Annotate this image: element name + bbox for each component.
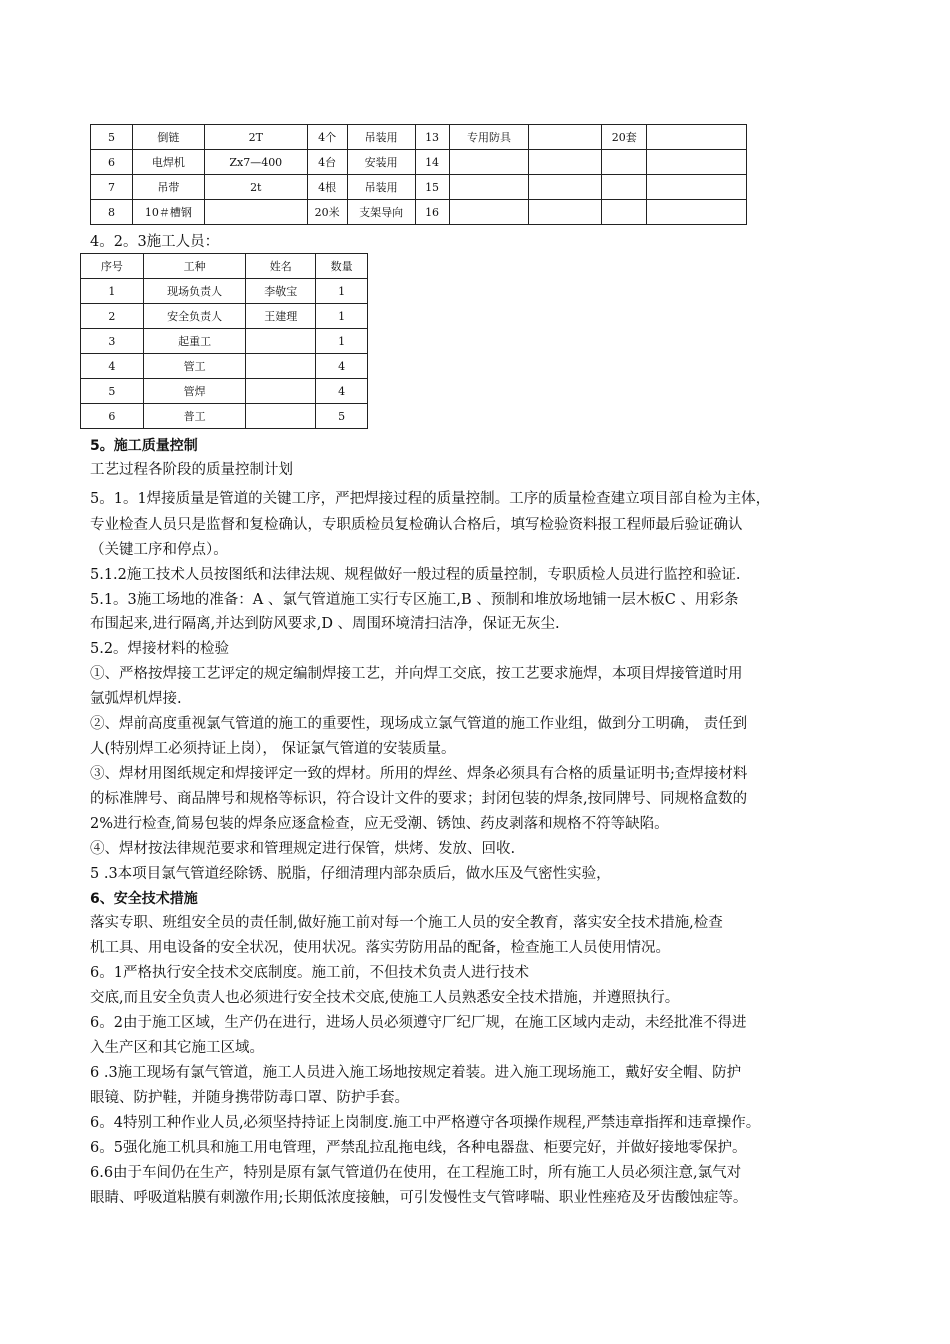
table-cell: 4: [316, 354, 368, 379]
table-cell: [602, 200, 647, 225]
table-cell: [204, 200, 307, 225]
table-row: [81, 379, 368, 404]
text-line: 6。5强化施工机具和施工用电管理，严禁乱拉乱拖电线，各种电器盘、柜要完好，并做好接地零保护。: [90, 1140, 747, 1156]
table-cell: 吊装用: [347, 125, 415, 150]
table-row: [81, 279, 368, 304]
table-cell: 专用防具: [449, 125, 529, 150]
table-cell: [647, 200, 747, 225]
table-cell: 1: [81, 279, 144, 304]
table-cell: [529, 200, 602, 225]
table-cell: [529, 175, 602, 200]
text-line: 氩弧焊机焊接.: [90, 691, 182, 707]
table-cell: 5: [316, 404, 368, 429]
text-line: 专业检查人员只是监督和复检确认，专职质检员复检确认合格后，填写检验资料报工程师最后验证确认: [90, 517, 743, 533]
table-cell: 现场负责人: [143, 279, 246, 304]
column-header: 姓名: [246, 254, 316, 279]
table-cell: 支架导向: [347, 200, 415, 225]
table-cell: 4台: [307, 150, 347, 175]
table-cell: 8: [91, 200, 133, 225]
table-cell: 7: [91, 175, 133, 200]
table-cell: 5: [81, 379, 144, 404]
table-cell: 安全负责人: [143, 304, 246, 329]
text-line: 5.2。焊接材料的检验: [90, 641, 230, 657]
table-cell: 1: [316, 329, 368, 354]
table-cell: [449, 175, 529, 200]
column-header: 数量: [316, 254, 368, 279]
table-cell: 14: [415, 150, 449, 175]
text-line: 5。1。1焊接质量是管道的关键工序，严把焊接过程的质量控制。工序的质量检查建立项目部自检为主体，: [90, 491, 771, 507]
table-cell: 5: [91, 125, 133, 150]
table-cell: [602, 150, 647, 175]
table-cell: 6: [81, 404, 144, 429]
text-line: ④、焊材按法律规范要求和管理规定进行保管，烘烤、发放、回收.: [90, 841, 516, 857]
text-line: 工艺过程各阶段的质量控制计划: [90, 462, 293, 478]
text-line: 机工具、用电设备的安全状况，使用状况。落实劳防用品的配备，检查施工人员使用情况。: [90, 940, 670, 956]
table-cell: 1: [316, 304, 368, 329]
text-line: 落实专职、班组安全员的责任制,做好施工前对每一个施工人员的安全教育，落实安全技术措施,检查: [90, 915, 723, 931]
table-cell: 4个: [307, 125, 347, 150]
text-line: 入生产区和其它施工区域。: [90, 1040, 264, 1056]
table-cell: [647, 175, 747, 200]
text-line: 交底,而且安全负责人也必须进行安全技术交底,使施工人员熟悉安全技术措施，并遵照执行。: [90, 990, 680, 1006]
staff-heading: 4。2。3施工人员：: [90, 234, 220, 250]
text-line: ②、焊前高度重视氯气管道的施工的重要性，现场成立氯气管道的施工作业组，做到分工明确， 责任到: [90, 716, 748, 732]
table-cell: 吊带: [132, 175, 204, 200]
table-cell: 2t: [204, 175, 307, 200]
table-row: [91, 175, 747, 200]
section-heading: 5。施工质量控制: [90, 438, 198, 454]
text-line: 6。2由于施工区域，生产仍在进行，进场人员必须遵守厂纪厂规，在施工区域内走动，未经批准不得进: [90, 1015, 747, 1031]
text-line: ③、焊材用图纸规定和焊接评定一致的焊材。所用的焊丝、焊条必须具有合格的质量证明书;查焊接材料: [90, 766, 748, 782]
text-line: 5.1。3施工场地的准备：A 、氯气管道施工实行专区施工,B 、预制和堆放场地铺一层木板C 、用彩条: [90, 592, 739, 608]
column-header: 序号: [81, 254, 144, 279]
table-cell: [529, 150, 602, 175]
table-cell: 16: [415, 200, 449, 225]
table-cell: [449, 200, 529, 225]
table-cell: 起重工: [143, 329, 246, 354]
table-row: [81, 304, 368, 329]
table-cell: 20套: [602, 125, 647, 150]
text-line: 6。4特别工种作业人员,必须坚持持证上岗制度.施工中严格遵守各项操作规程,严禁违章指挥和违章操作。: [90, 1115, 761, 1131]
table-row: [91, 200, 747, 225]
table-cell: 1: [316, 279, 368, 304]
text-line: 的标准牌号、商品牌号和规格等标识，符合设计文件的要求；封闭包装的焊条,按同牌号、同规格盒数的: [90, 791, 748, 807]
table-cell: 6: [91, 150, 133, 175]
table-cell: 管工: [143, 354, 246, 379]
column-header: 工种: [143, 254, 246, 279]
text-line: 2%进行检查,简易包装的焊条应逐盒检查，应无受潮、锈蚀、药皮剥落和规格不符等缺陷。: [90, 816, 669, 832]
text-line: 布围起来,进行隔离,并达到防风要求,D 、周围环境清扫洁净，保证无灰尘.: [90, 616, 560, 632]
table-cell: [449, 150, 529, 175]
table-cell: 15: [415, 175, 449, 200]
table-cell: 王建理: [246, 304, 316, 329]
table-row: [81, 329, 368, 354]
table-cell: [246, 329, 316, 354]
table-cell: [647, 150, 747, 175]
table-cell: 电焊机: [132, 150, 204, 175]
equipment-table: [90, 124, 747, 225]
table-cell: [246, 404, 316, 429]
text-line: ①、严格按焊接工艺评定的规定编制焊接工艺，并向焊工交底，按工艺要求施焊，本项目焊接管道时用: [90, 666, 743, 682]
table-row: [91, 125, 747, 150]
text-line: 5.1.2施工技术人员按图纸和法律法规、规程做好一般过程的质量控制，专职质检人员进行监控和验证.: [90, 567, 741, 583]
text-line: 6.6由于车间仍在生产，特别是原有氯气管道仍在使用，在工程施工时，所有施工人员必须注意,氯气对: [90, 1165, 742, 1181]
text-line: 眼镜、防护鞋，并随身携带防毒口罩、防护手套。: [90, 1090, 409, 1106]
table-cell: 普工: [143, 404, 246, 429]
table-cell: 13: [415, 125, 449, 150]
staff-table: [80, 253, 368, 429]
table-cell: 管焊: [143, 379, 246, 404]
table-cell: [602, 175, 647, 200]
table-cell: 2T: [204, 125, 307, 150]
table-row: [81, 404, 368, 429]
table-cell: 20米: [307, 200, 347, 225]
text-line: 6 .3施工现场有氯气管道，施工人员进入施工场地按规定着装。进入施工现场施工，戴好安全帽、防护: [90, 1065, 742, 1081]
table-cell: 10＃槽钢: [132, 200, 204, 225]
table-cell: 4: [316, 379, 368, 404]
table-cell: [246, 379, 316, 404]
text-line: 眼睛、呼吸道粘膜有刺激作用;长期低浓度接触，可引发慢性支气管哮喘、职业性痤疮及牙齿酸蚀症等。: [90, 1190, 748, 1206]
table-cell: 李敬宝: [246, 279, 316, 304]
table-row: [81, 354, 368, 379]
table-cell: 3: [81, 329, 144, 354]
table-cell: 4: [81, 354, 144, 379]
table-row: [91, 150, 747, 175]
table-cell: [647, 125, 747, 150]
table-cell: 倒链: [132, 125, 204, 150]
table-cell: 2: [81, 304, 144, 329]
text-line: 人(特别焊工必须持证上岗）， 保证氯气管道的安装质量。: [90, 741, 456, 757]
table-header-row: [81, 254, 368, 279]
table-cell: [246, 354, 316, 379]
table-cell: Zx7—400: [204, 150, 307, 175]
table-cell: [529, 125, 602, 150]
text-line: 6。1严格执行安全技术交底制度。施工前，不但技术负责人进行技术: [90, 965, 529, 981]
table-cell: 安装用: [347, 150, 415, 175]
text-line: （关键工序和停点）。: [90, 542, 228, 558]
table-cell: 吊装用: [347, 175, 415, 200]
text-line: 5 .3本项目氯气管道经除锈、脱脂，仔细清理内部杂质后，做水压及气密性实验，: [90, 866, 611, 882]
table-cell: 4根: [307, 175, 347, 200]
section-heading: 6、安全技术措施: [90, 891, 198, 907]
